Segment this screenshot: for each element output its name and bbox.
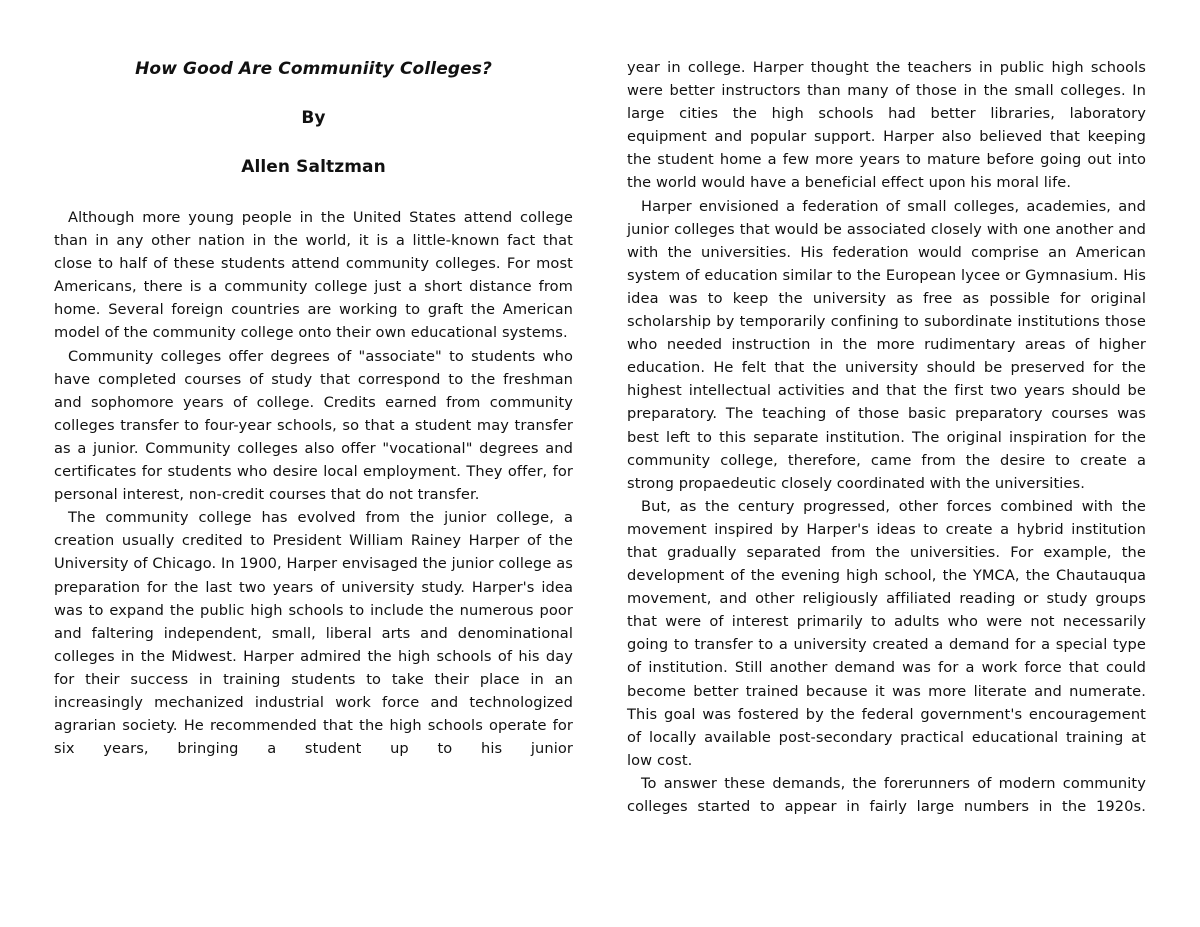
paragraph: To answer these demands, the forerunners of modern community colleges started to appear in fairly large numbers in the 1920s. bbox=[627, 774, 1146, 815]
author-name: Allen Saltzman bbox=[241, 157, 386, 177]
title-block bbox=[54, 0, 573, 206]
right-column bbox=[627, 56, 1146, 818]
paragraph: Harper envisioned a federation of small colleges, academies, and junior colleges that would be associated closely with one another and with the universities. His federation would comprise an American system of education similar to the European lycee or Gymnasium. His idea was to keep the university as free as possible for original scholarship by temporarily confining to subordinate institutions those who needed instruction in the more rudimentary areas of higher education. He felt that the university should be preserved for the highest intellectual activities and that the first two years should be preparatory. The teaching of those basic preparatory courses was best left to this separate institution. The original inspiration for the community college, therefore, came from the desire to create a strong propaedeutic closely coordinated with the universities. bbox=[627, 197, 1146, 492]
paragraph: Community colleges offer degrees of "associate" to students who have completed courses of study that correspond to the freshman and sophomore years of college. Credits earned from community colleges transfer to four-year schools, so that a student may transfer as a junior. Community colleges also offer "vocational" degrees and certificates for students who desire local employment. They offer, for personal interest, non-credit courses that do not transfer. bbox=[54, 347, 573, 504]
paragraph: But, as the century progressed, other forces combined with the movement inspired by Harper's ideas to create a hybrid institution that gradually separated from the universities. For example, the development of the evening high school, the YMCA, the Chautauqua movement, and other religiously affiliated reading or study groups that were of interest primarily to adults who were not necessarily going to transfer to a university created a demand for a special type of institution. Still another demand was for a work force that could become better trained because it was more literate and numerate. This goal was fostered by the federal government's encouragement of locally available post-secondary practical educational training at low cost. bbox=[627, 497, 1146, 769]
paragraph: Although more young people in the United States attend college than in any other nation in the world, it is a little-known fact that close to half of these students attend community colleges. For most Americans, there is a community college just a short distance from home. Several foreign countries are working to graft the American model of the community college onto their own educational systems. bbox=[54, 209, 573, 342]
paragraph: The community college has evolved from the junior college, a creation usually credited to President William Rainey Harper of the University of Chicago. In 1900, Harper envisaged the junior college as preparation for the last two years of university study. Harper's idea was to expand the public high schools to include the numerous poor and faltering independent, small, liberal arts and denominational colleges in the Midwest. Harper admired the high schools of his day for their success in training students to take their place in an increasingly mechanized industrial work force and technologized agrarian society. He recommended that the high schools operate for six years, bringing a student up to his junior bbox=[54, 509, 573, 758]
article-title: How Good Are Communiity Colleges? bbox=[135, 59, 492, 79]
paragraph-continuation: year in college. Harper thought the teachers in public high schools were better instructors than many of those in the small colleges. In large cities the high schools had better libraries, laboratory equipment and popular support. Harper also believed that keeping the student home a few more years to mature before going out into the world would have a beneficial effect upon his moral life. bbox=[627, 59, 1146, 192]
left-column bbox=[54, 0, 573, 760]
byline: By bbox=[301, 108, 326, 128]
